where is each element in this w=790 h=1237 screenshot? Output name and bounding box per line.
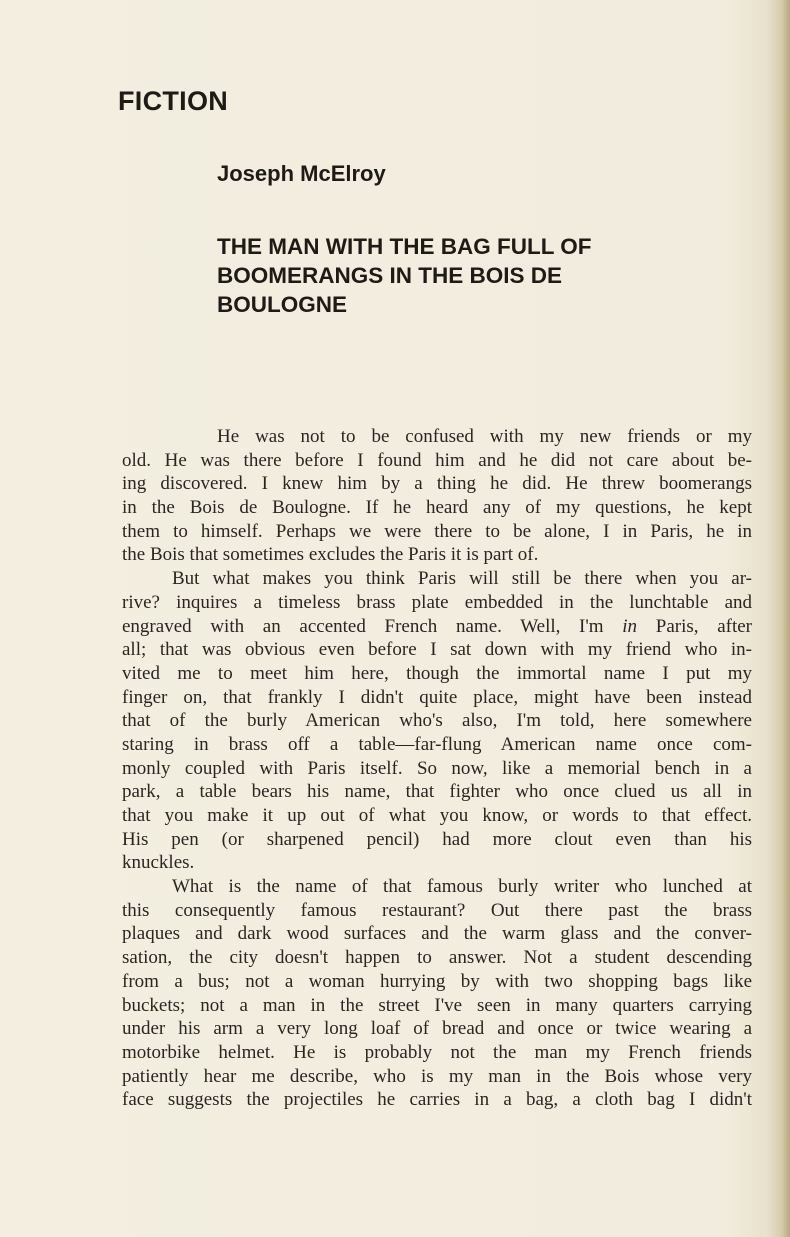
title-line: BOULOGNE (217, 292, 348, 317)
text-line: this consequently famous restaurant? Out there past the brass (122, 899, 752, 921)
italic-word: in (622, 615, 638, 637)
story-title (217, 232, 687, 319)
text-line: What is the name of that famous burly writer who lunched at (172, 876, 752, 898)
text-line: buckets; not a man in the street I've seen in many quarters carrying (122, 994, 752, 1016)
text-line: sation, the city doesn't happen to answer. Not a student descending (122, 947, 752, 969)
text-line: the Bois that sometimes excludes the Paris it is part of. (122, 544, 539, 566)
text-line: vited me to meet him here, though the immortal name I put my (122, 662, 752, 684)
text-line: from a bus; not a woman hurrying by with two shopping bags like (122, 970, 752, 992)
text-line: ing discovered. I knew him by a thing he did. He threw boomerangs (122, 473, 752, 495)
page-edge-shadow (782, 0, 790, 1237)
text-line: His pen (or sharpened pencil) had more clout even than his (122, 828, 752, 850)
author-name: Joseph McElroy (217, 161, 386, 186)
text-line: He was not to be confused with my new friends or my (217, 426, 752, 447)
section-heading: FICTION (118, 86, 229, 116)
text-line: But what makes you think Paris will still be there when you ar- (172, 568, 752, 590)
text-segment: engraved with an accented French name. Well, I'm (122, 615, 604, 637)
text-line: in the Bois de Boulogne. If he heard any of my questions, he kept (122, 497, 752, 519)
text-line: plaques and dark wood surfaces and the warm glass and the conver- (122, 923, 752, 945)
text-line: monly coupled with Paris itself. So now, like a memorial bench in a (122, 757, 752, 779)
text-line: finger on, that frankly I didn't quite place, might have been instead (122, 686, 752, 708)
text-line: old. He was there before I found him and he did not care about be- (122, 449, 752, 471)
text-line: all; that was obvious even before I sat down with my friend who in- (122, 639, 752, 661)
text-line: rive? inquires a timeless brass plate embedded in the lunchtable and (122, 591, 752, 613)
text-line: park, a table bears his name, that fighter who once clued us all in (122, 781, 752, 803)
title-line: BOOMERANGS IN THE BOIS DE (217, 263, 563, 288)
text-line: motorbike helmet. He is probably not the man my French friends (122, 1041, 752, 1063)
story-body (122, 425, 752, 1112)
text-line: staring in brass off a table—far-flung American name once com- (122, 733, 752, 755)
text-line: patiently hear me describe, who is my man in the Bois whose very (122, 1065, 752, 1087)
title-line: THE MAN WITH THE BAG FULL OF (217, 234, 592, 259)
text-line: that of the burly American who's also, I'm told, here somewhere (122, 710, 752, 732)
text-line: face suggests the projectiles he carries in a bag, a cloth bag I didn't (122, 1089, 752, 1111)
text-line (122, 615, 752, 639)
text-line: that you make it up out of what you know, or words to that effect. (122, 805, 752, 826)
text-segment: Paris, after (655, 615, 752, 637)
text-line: knuckles. (122, 852, 195, 874)
text-line: under his arm a very long loaf of bread and once or twice wearing a (122, 1018, 752, 1040)
text-line: them to himself. Perhaps we were there to be alone, I in Paris, he in (122, 520, 752, 542)
